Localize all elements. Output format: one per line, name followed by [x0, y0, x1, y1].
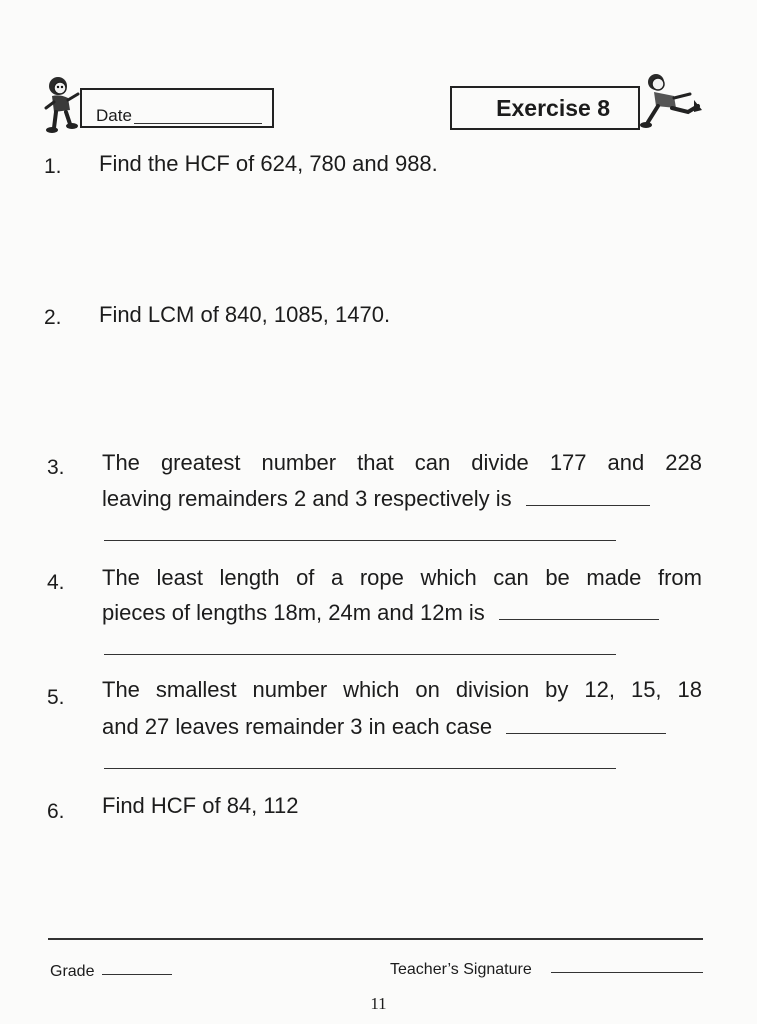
page-number: 11 — [370, 994, 387, 1013]
grade-label: Grade — [50, 963, 95, 980]
grade-field[interactable] — [102, 974, 172, 975]
question-text: Find LCM of 840, 1085, 1470. — [99, 302, 391, 327]
question-number: 6. — [47, 800, 65, 823]
exercise-title-box — [450, 86, 640, 130]
answer-line[interactable] — [104, 768, 616, 769]
answer-blank[interactable] — [499, 619, 659, 620]
running-boy-icon — [636, 70, 706, 130]
question-text-line2 — [102, 596, 702, 630]
question-text: leaving remainders 2 and 3 respectively is — [102, 486, 512, 511]
date-label: Date — [96, 106, 132, 125]
question-number: 2. — [44, 306, 62, 329]
date-box — [80, 88, 274, 128]
question-text: pieces of lengths 18m, 24m and 12m is — [102, 600, 485, 625]
question-text: and 27 leaves remainder 3 in each case — [102, 714, 493, 739]
date-field[interactable] — [134, 123, 262, 124]
question-text: The smallest number which on division by 12, 15, 18 — [102, 677, 702, 702]
answer-line[interactable] — [104, 540, 616, 541]
question-text-line2 — [102, 710, 702, 744]
question-text: The greatest number that can divide 177 and 228 — [102, 450, 702, 475]
question-text: Find the HCF of 624, 780 and 988. — [99, 151, 438, 176]
cartoon-girl-icon — [40, 72, 82, 134]
question-text: The least length of a rope which can be made from — [102, 565, 702, 590]
footer-divider — [48, 938, 703, 940]
signature-field[interactable] — [551, 972, 703, 973]
question-number: 3. — [47, 456, 65, 479]
question-number: 1. — [44, 155, 62, 178]
answer-blank[interactable] — [526, 505, 650, 506]
question-text: Find HCF of 84, 112 — [102, 793, 299, 818]
signature-label: Teacher’s Signature — [390, 961, 532, 978]
exercise-title: Exercise 8 — [496, 95, 610, 121]
answer-line[interactable] — [104, 654, 616, 655]
question-text-line2 — [102, 482, 702, 516]
question-number: 4. — [47, 571, 65, 594]
answer-blank[interactable] — [506, 733, 666, 734]
question-number: 5. — [47, 686, 65, 709]
